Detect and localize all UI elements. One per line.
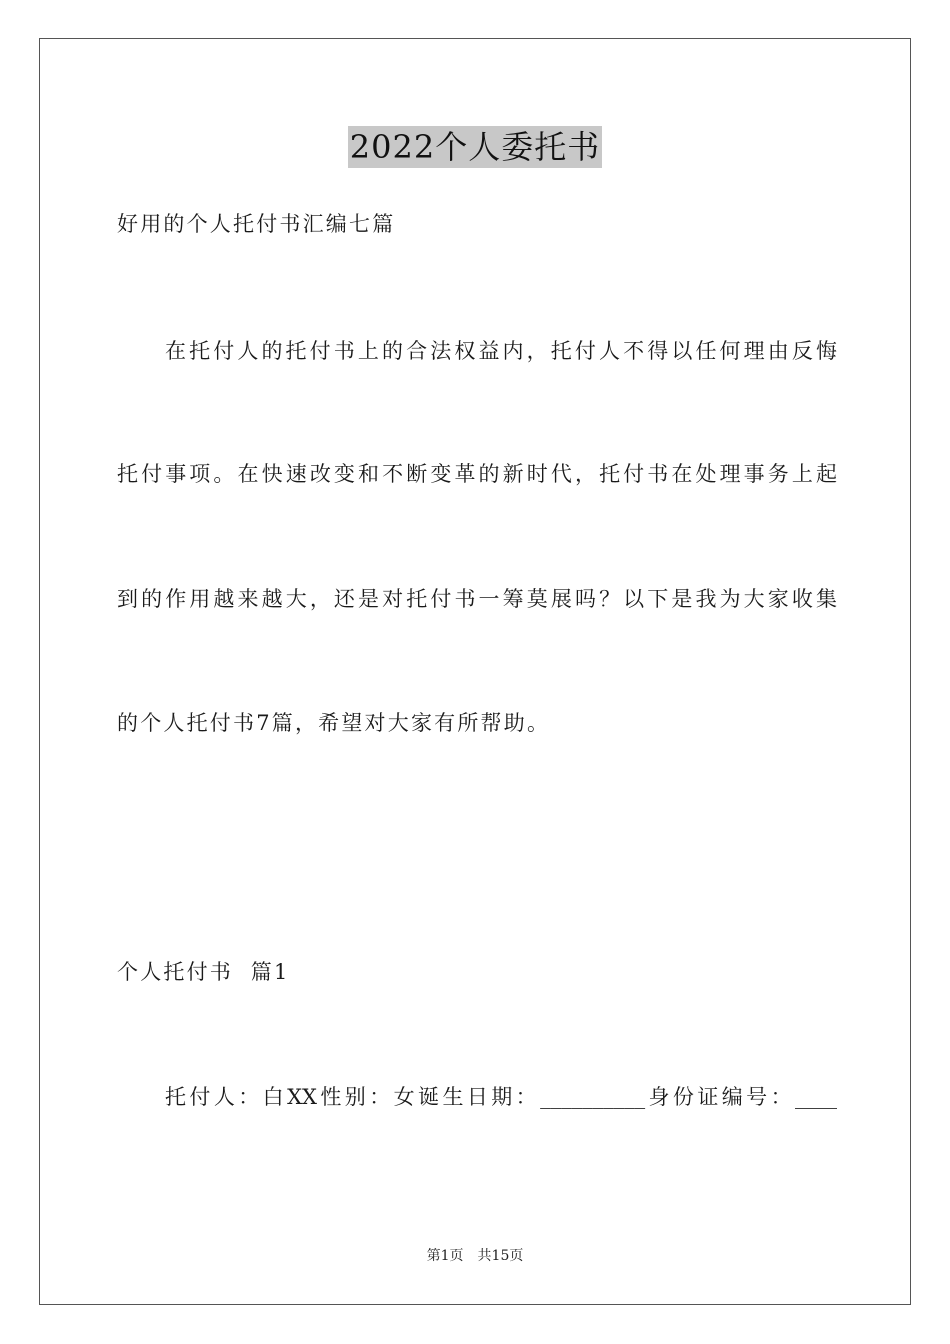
page-total: 共15页 <box>477 1248 524 1264</box>
form-line: 托付人：白XX性别：女诞生日期：__________身份证编号：____ <box>165 1085 837 1109</box>
document-title: 2022个人委托书 <box>349 128 601 166</box>
section-heading: 个人托付书 篇1 <box>117 960 290 984</box>
paragraph-line-4: 的个人托付书7篇，希望对大家有所帮助。 <box>117 711 551 735</box>
page-number: 第1页 <box>426 1248 464 1264</box>
page-footer <box>0 1246 950 1266</box>
paragraph-line-3: 到的作用越来越大，还是对托付书一筹莫展吗？以下是我为大家收集 <box>117 587 837 611</box>
paragraph-line-2: 托付事项。在快速改变和不断变革的新时代，托付书在处理事务上起 <box>117 462 837 486</box>
document-title-wrapper <box>0 126 950 168</box>
paragraph-line-1: 在托付人的托付书上的合法权益内，托付人不得以任何理由反悔 <box>165 339 837 363</box>
subtitle: 好用的个人托付书汇编七篇 <box>117 212 396 236</box>
